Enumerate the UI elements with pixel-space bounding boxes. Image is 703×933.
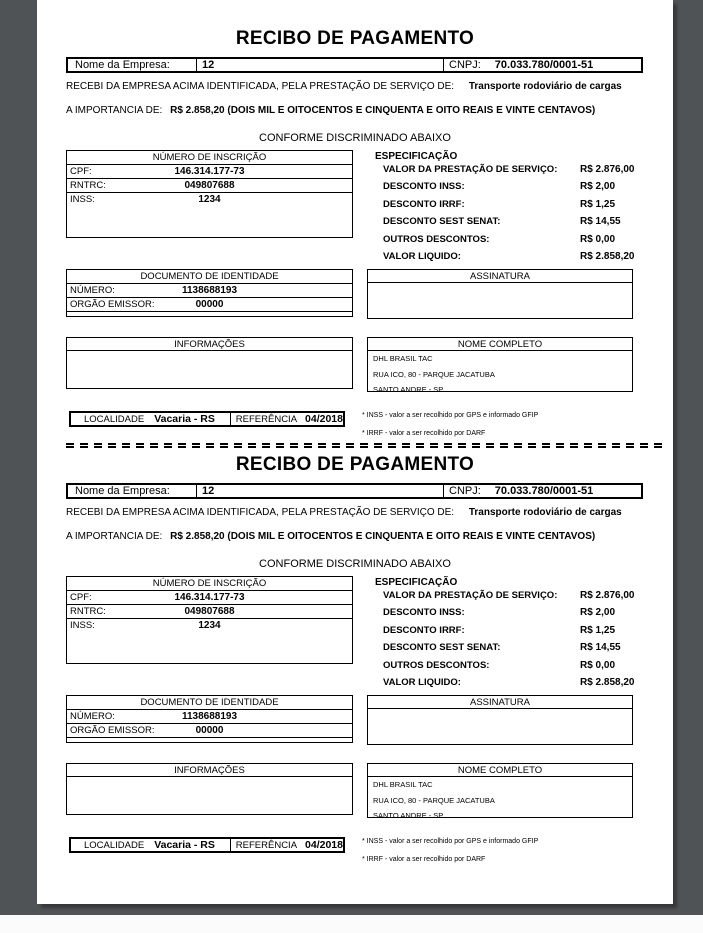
- localidade-cell: [71, 413, 230, 425]
- localidade-value: Vacaria - RS: [154, 839, 215, 851]
- informacoes-header: INFORMAÇÕES: [67, 764, 352, 777]
- row-label: NÚMERO:: [70, 711, 115, 722]
- footnote: * IRRF - valor a ser recolhido por DARF: [362, 430, 486, 437]
- footnote: * INSS - valor a ser recolhido por GPS e informado GFIP: [362, 838, 539, 845]
- nome-line: DHL BRASIL TAC: [373, 354, 433, 363]
- cnpj-label: CNPJ:: [449, 59, 481, 71]
- informacoes-header: INFORMAÇÕES: [67, 338, 352, 351]
- localidade-box: [69, 837, 345, 853]
- inscricao-table: [66, 576, 353, 664]
- spec-value: R$ 0,00: [580, 234, 616, 245]
- inscricao-header: NÚMERO DE INSCRIÇÃO: [67, 151, 352, 165]
- nome-completo-header: NOME COMPLETO: [368, 764, 632, 777]
- spec-value: R$ 14,55: [580, 216, 621, 227]
- nome-line: SANTO ANDRE - SP: [373, 385, 444, 394]
- row-value: 049807688: [184, 606, 235, 617]
- spec-row: [383, 677, 645, 688]
- spec-row: [383, 660, 645, 671]
- bottom-strip: [0, 915, 703, 933]
- row-value: 146.314.177-73: [174, 592, 245, 603]
- especificacao-block: [375, 150, 645, 265]
- footnote: * IRRF - valor a ser recolhido por DARF: [362, 856, 486, 863]
- spec-row: [383, 234, 645, 245]
- cnpj-label: CNPJ:: [449, 485, 481, 497]
- spec-value: R$ 14,55: [580, 642, 621, 653]
- referencia-label: REFERÊNCIA: [235, 839, 298, 851]
- table-row: [67, 605, 352, 619]
- cnpj-cell: [443, 485, 641, 497]
- assinatura-box: [367, 695, 633, 745]
- spec-row: [383, 625, 645, 636]
- row-value: 1138688193: [181, 711, 238, 722]
- service-line-label: RECEBI DA EMPRESA ACIMA IDENTIFICADA, PELA PRESTAÇÃO DE SERVIÇO DE:: [66, 81, 455, 92]
- nome-line: SANTO ANDRE - SP: [373, 811, 444, 820]
- row-value: 1234: [198, 194, 221, 205]
- amount-line-value: R$ 2.858,20 (DOIS MIL E OITOCENTOS E CINQUENTA E OITO REAIS E VINTE CENTAVOS): [170, 531, 596, 542]
- row-label: CPF:: [70, 166, 92, 177]
- spec-row: [383, 251, 645, 262]
- row-label: RNTRC:: [70, 180, 106, 191]
- spec-value: R$ 0,00: [580, 660, 616, 671]
- table-row: [67, 298, 352, 312]
- receipt-copy-1: [37, 0, 673, 437]
- nome-line: RUA ICO, 80 - PARQUE JACATUBA: [373, 796, 495, 805]
- spec-label: DESCONTO SEST SENAT:: [383, 216, 501, 227]
- row-value: 1138688193: [181, 285, 238, 296]
- amount-line-label: A IMPORTANCIA DE:: [66, 531, 163, 542]
- spec-label: VALOR DA PRESTAÇÃO DE SERVIÇO:: [383, 590, 558, 601]
- spec-value: R$ 2.876,00: [580, 590, 635, 601]
- company-row: [66, 57, 643, 73]
- documento-header: DOCUMENTO DE IDENTIDADE: [67, 270, 352, 284]
- referencia-cell: [230, 413, 343, 425]
- amount-line: [66, 105, 595, 116]
- service-line-value: Transporte rodoviário de cargas: [468, 507, 622, 518]
- service-line: [66, 81, 622, 92]
- spec-label: DESCONTO IRRF:: [383, 199, 465, 210]
- cnpj-value: 70.033.780/0001-51: [494, 485, 594, 497]
- amount-line-label: A IMPORTANCIA DE:: [66, 105, 163, 116]
- nome-completo-header: NOME COMPLETO: [368, 338, 632, 351]
- referencia-cell: [230, 839, 343, 851]
- row-value: 00000: [195, 299, 224, 310]
- spec-label: VALOR LIQUIDO:: [383, 677, 461, 688]
- spec-value: R$ 2,00: [580, 181, 616, 192]
- inscricao-header: NÚMERO DE INSCRIÇÃO: [67, 577, 352, 591]
- company-name-value: 12: [196, 59, 443, 71]
- spec-value: R$ 2.858,20: [580, 251, 635, 262]
- company-name-label: Nome da Empresa:: [75, 485, 170, 497]
- row-label: INSS:: [70, 194, 95, 205]
- table-row: [67, 193, 352, 207]
- documento-table: [66, 695, 353, 743]
- assinatura-box: [367, 269, 633, 319]
- footnote: * INSS - valor a ser recolhido por GPS e informado GFIP: [362, 412, 539, 419]
- cnpj-cell: [443, 59, 641, 71]
- table-row: [67, 591, 352, 605]
- service-line-label: RECEBI DA EMPRESA ACIMA IDENTIFICADA, PELA PRESTAÇÃO DE SERVIÇO DE:: [66, 507, 455, 518]
- spec-label: VALOR LIQUIDO:: [383, 251, 461, 262]
- informacoes-box: [66, 337, 353, 389]
- informacoes-box: [66, 763, 353, 815]
- spec-row: [383, 216, 645, 227]
- row-value: 146.314.177-73: [174, 166, 245, 177]
- service-line: [66, 507, 622, 518]
- table-row: [67, 284, 352, 298]
- spec-label: VALOR DA PRESTAÇÃO DE SERVIÇO:: [383, 164, 558, 175]
- localidade-label: LOCALIDADE: [84, 413, 145, 425]
- nome-completo-box: [367, 763, 633, 818]
- company-name-label: Nome da Empresa:: [75, 59, 170, 71]
- documento-header: DOCUMENTO DE IDENTIDADE: [67, 696, 352, 710]
- spec-label: DESCONTO INSS:: [383, 181, 465, 192]
- document-page: [37, 0, 673, 904]
- assinatura-header: ASSINATURA: [368, 696, 632, 709]
- receipt-title: RECIBO DE PAGAMENTO: [235, 28, 475, 49]
- referencia-value: 04/2018: [305, 839, 343, 851]
- amount-line: [66, 531, 595, 542]
- inscricao-table: [66, 150, 353, 238]
- especificacao-header: ESPECIFICAÇÃO: [375, 151, 458, 162]
- referencia-label: REFERÊNCIA: [235, 413, 298, 425]
- spec-value: R$ 2.858,20: [580, 677, 635, 688]
- row-value: 00000: [195, 725, 224, 736]
- spec-label: DESCONTO INSS:: [383, 607, 465, 618]
- documento-table: [66, 269, 353, 317]
- service-line-value: Transporte rodoviário de cargas: [468, 81, 622, 92]
- localidade-cell: [71, 839, 230, 851]
- table-row: [67, 724, 352, 738]
- spec-label: OUTROS DESCONTOS:: [383, 660, 490, 671]
- conforme-text: CONFORME DISCRIMINADO ABAIXO: [259, 132, 451, 144]
- spec-row: [383, 590, 645, 601]
- table-row: [67, 179, 352, 193]
- spec-row: [383, 607, 645, 618]
- cnpj-value: 70.033.780/0001-51: [494, 59, 594, 71]
- table-row: [67, 619, 352, 633]
- nome-line: DHL BRASIL TAC: [373, 780, 433, 789]
- spec-row: [383, 199, 645, 210]
- referencia-value: 04/2018: [305, 413, 343, 425]
- table-row: [67, 165, 352, 179]
- row-label: CPF:: [70, 592, 92, 603]
- especificacao-header: ESPECIFICAÇÃO: [375, 577, 458, 588]
- row-value: 1234: [198, 620, 221, 631]
- spec-row: [383, 642, 645, 653]
- localidade-value: Vacaria - RS: [154, 413, 215, 425]
- nome-completo-box: [367, 337, 633, 392]
- amount-line-value: R$ 2.858,20 (DOIS MIL E OITOCENTOS E CINQUENTA E OITO REAIS E VINTE CENTAVOS): [170, 105, 596, 116]
- spec-value: R$ 2,00: [580, 607, 616, 618]
- spec-value: R$ 1,25: [580, 625, 616, 636]
- conforme-text: CONFORME DISCRIMINADO ABAIXO: [259, 558, 451, 570]
- row-label: ORGÃO EMISSOR:: [70, 299, 155, 310]
- row-label: ORGÃO EMISSOR:: [70, 725, 155, 736]
- localidade-box: [69, 411, 345, 427]
- row-label: INSS:: [70, 620, 95, 631]
- receipt-copy-2: [37, 426, 673, 863]
- spec-value: R$ 1,25: [580, 199, 616, 210]
- nome-line: RUA ICO, 80 - PARQUE JACATUBA: [373, 370, 495, 379]
- assinatura-header: ASSINATURA: [368, 270, 632, 283]
- company-name-value: 12: [196, 485, 443, 497]
- spec-value: R$ 2.876,00: [580, 164, 635, 175]
- spec-label: DESCONTO IRRF:: [383, 625, 465, 636]
- localidade-label: LOCALIDADE: [84, 839, 145, 851]
- receipt-title: RECIBO DE PAGAMENTO: [235, 454, 475, 475]
- row-label: RNTRC:: [70, 606, 106, 617]
- spec-label: OUTROS DESCONTOS:: [383, 234, 490, 245]
- spec-row: [383, 181, 645, 192]
- especificacao-block: [375, 576, 645, 691]
- row-label: NÚMERO:: [70, 285, 115, 296]
- company-row: [66, 483, 643, 499]
- table-row: [67, 710, 352, 724]
- spec-label: DESCONTO SEST SENAT:: [383, 642, 501, 653]
- row-value: 049807688: [184, 180, 235, 191]
- spec-row: [383, 164, 645, 175]
